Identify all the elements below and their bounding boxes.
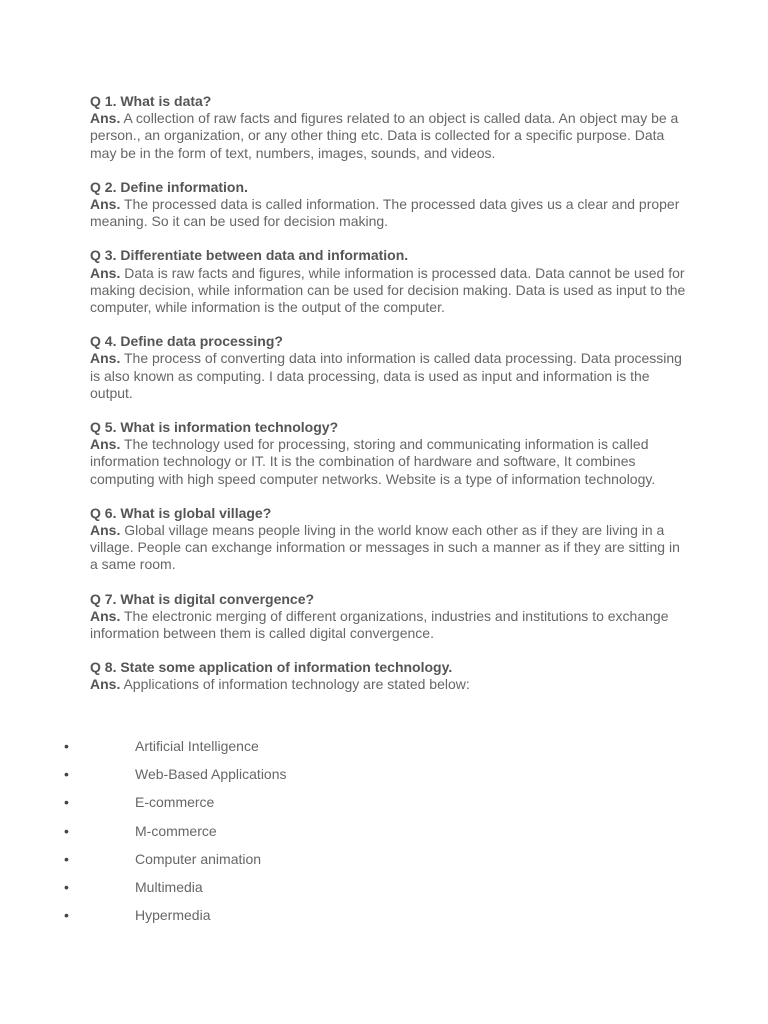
- answer-text: [90, 110, 690, 162]
- document-body: [90, 93, 690, 711]
- list-item-label: Multimedia: [135, 878, 203, 895]
- answer-label: Ans.: [90, 607, 121, 624]
- question-heading: Q 2. Define information.: [90, 178, 248, 195]
- bullet-icon: •: [64, 794, 69, 811]
- qa-block-1: [90, 93, 690, 162]
- bullet-icon: •: [64, 907, 69, 924]
- question-heading: Q 5. What is information technology?: [90, 419, 339, 436]
- list-item-label: Computer animation: [135, 850, 262, 867]
- answer-text: [90, 676, 690, 693]
- answer-body: Applications of information technology are stated below:: [120, 676, 470, 693]
- answer-body: Data is raw facts and figures, while information is processed data. Data cannot be used for making decision, while information can be used for decision making. Data is used as input to the computer, while information is the output of the computer.: [90, 264, 686, 316]
- question-heading: Q 7. What is digital convergence?: [90, 590, 315, 607]
- qa-block-3: [90, 247, 690, 316]
- bullet-icon: •: [64, 822, 69, 839]
- answer-text: [90, 265, 690, 317]
- answer-text: [90, 522, 690, 574]
- list-item-label: Web-Based Applications: [135, 766, 287, 783]
- qa-block-7: [90, 591, 690, 643]
- bullet-icon: •: [64, 850, 69, 867]
- list-item-label: M-commerce: [135, 822, 217, 839]
- answer-body: The process of converting data into information is called data processing. Data processing is also known as computing. I data processing, data is used as input and information is the output.: [90, 350, 682, 401]
- list-item-label: Hypermedia: [135, 907, 211, 924]
- answer-body: The processed data is called information. The processed data gives us a clear and proper meaning. So it can be used for decision making.: [90, 196, 680, 230]
- question-heading: Q 4. Define data processing?: [90, 333, 283, 350]
- answer-body: The technology used for processing, storing and communicating information is called information technology or IT. It is the combination of hardware and software, It combines computing with high speed computer networks. Website is a type of information technology.: [90, 436, 656, 487]
- answer-body: The electronic merging of different organizations, industries and institutions to exchange information between them is called digital convergence.: [90, 607, 669, 642]
- qa-block-4: [90, 333, 690, 402]
- qa-block-2: [90, 179, 690, 231]
- answer-body: Global village means people living in the world know each other as if they are living in a village. People can exchange information or messages in such a manner as if they are sitting in a same room.: [90, 522, 680, 573]
- bullet-icon: •: [64, 738, 69, 754]
- question-heading: Q 8. State some application of information technology.: [90, 659, 453, 676]
- list-item-label: E-commerce: [135, 794, 215, 811]
- qa-block-5: [90, 419, 690, 488]
- qa-block-6: [90, 505, 690, 574]
- answer-text: [90, 608, 690, 642]
- list-item-label: Artificial Intelligence: [135, 738, 259, 754]
- answer-label: Ans.: [90, 350, 121, 367]
- answer-label: Ans.: [90, 196, 121, 213]
- qa-block-8: [90, 659, 690, 693]
- answer-label: Ans.: [90, 436, 121, 453]
- answer-body: A collection of raw facts and figures related to an object is called data. An object may be a person., an organization, or any other thing etc. Data is collected for a specific purpose. Data may be in the form of text, numbers, images, sounds, and videos.: [90, 110, 679, 161]
- answer-text: [90, 196, 690, 230]
- bullet-icon: •: [64, 878, 69, 895]
- answer-label: Ans.: [90, 264, 121, 281]
- answer-label: Ans.: [90, 676, 121, 693]
- question-heading: Q 1. What is data?: [90, 93, 212, 109]
- question-heading: Q 3. Differentiate between data and information.: [90, 247, 409, 264]
- question-heading: Q 6. What is global village?: [90, 504, 272, 521]
- answer-label: Ans.: [90, 110, 121, 127]
- bullet-icon: •: [64, 766, 69, 783]
- answer-label: Ans.: [90, 522, 121, 539]
- answer-text: [90, 350, 690, 402]
- answer-text: [90, 436, 690, 488]
